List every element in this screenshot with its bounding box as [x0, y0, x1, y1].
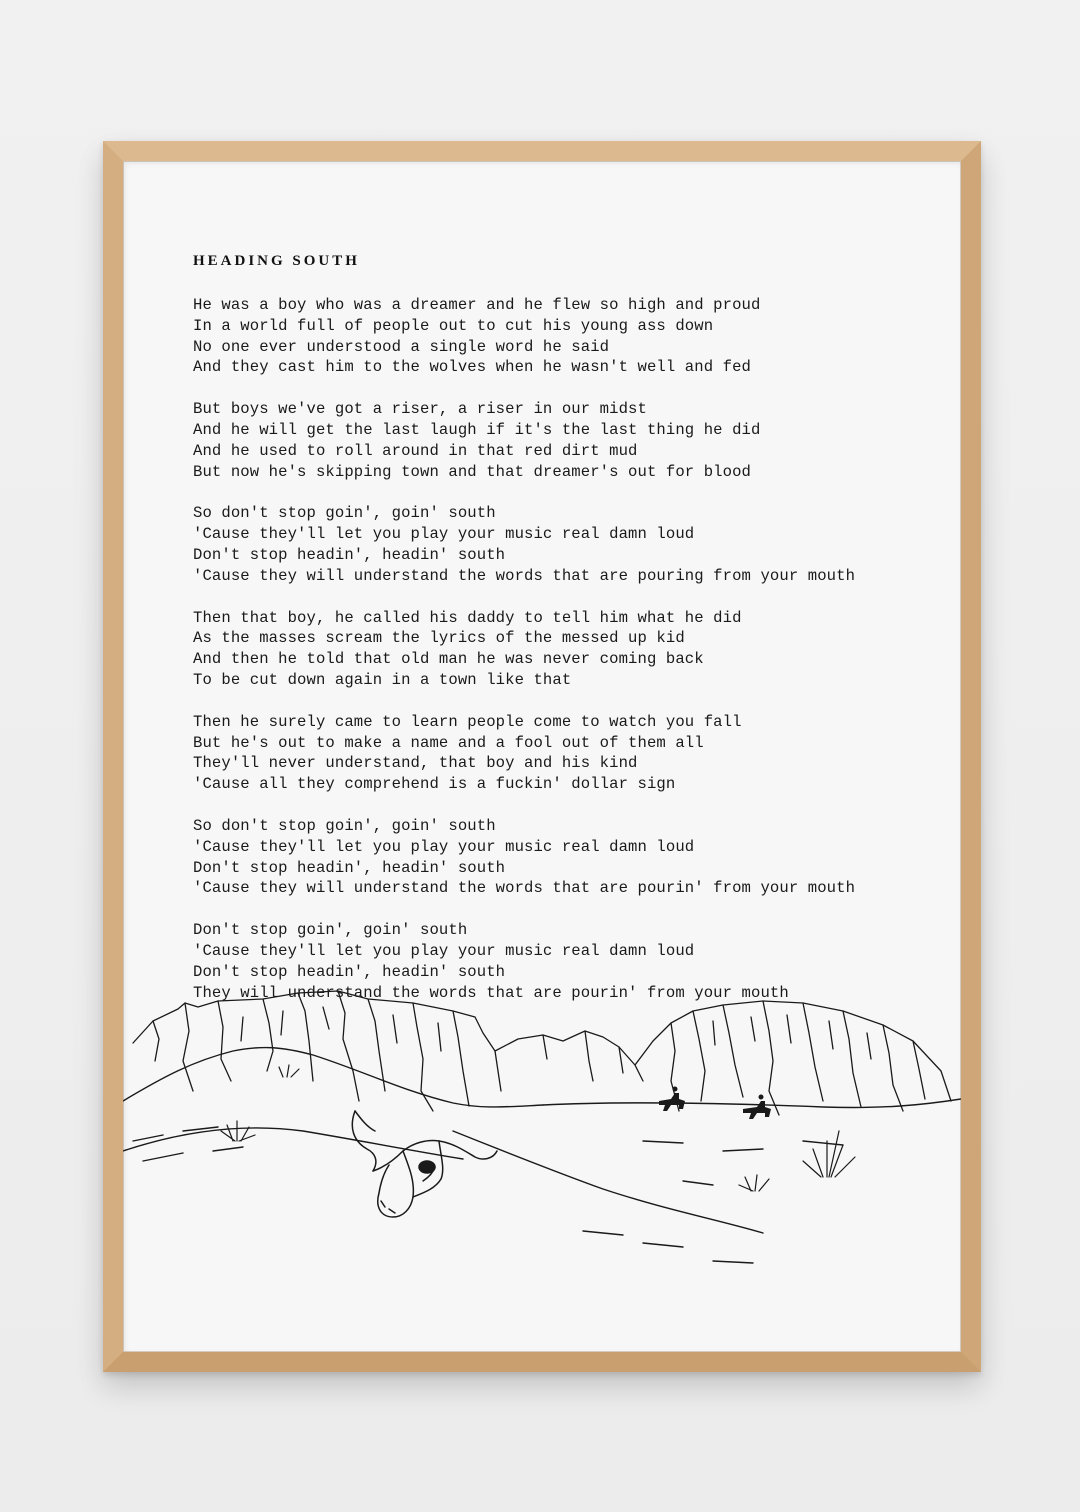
stanza — [193, 712, 933, 795]
lyric-line: They'll never understand, that boy and his kind — [193, 754, 638, 773]
poster-title: HEADING SOUTH — [193, 253, 360, 269]
lyric-line: Then that boy, he called his daddy to tell him what he did — [193, 608, 742, 627]
lyric-line: He was a boy who was a dreamer and he flew so high and proud — [193, 296, 761, 314]
lyric-line: 'Cause they will understand the words that are pourin' from your mouth — [193, 879, 856, 898]
lyric-line: Don't stop goin', goin' south — [193, 921, 468, 940]
stanza — [193, 503, 933, 586]
horse-rider-icon — [659, 1087, 771, 1120]
lyric-line: No one ever understood a single word he said — [193, 337, 610, 356]
lyric-line: To be cut down again in a town like that — [193, 670, 572, 689]
lyric-line: Then he surely came to learn people come to watch you fall — [193, 712, 742, 731]
cow-skull-icon — [352, 1111, 497, 1217]
poster-print — [123, 161, 961, 1352]
lyric-line: 'Cause all they comprehend is a fuckin' dollar sign — [193, 775, 676, 794]
lyric-line: They will understand the words that are pourin' from your mouth — [193, 983, 789, 1002]
lyric-line: So don't stop goin', goin' south — [193, 504, 496, 523]
mesa-cliffs-icon — [133, 991, 951, 1115]
stanza — [193, 816, 933, 899]
desert-landscape-icon — [123, 981, 961, 1281]
lyric-line: And they cast him to the wolves when he wasn't well and fed — [193, 358, 752, 377]
lyric-line: Don't stop headin', headin' south — [193, 962, 506, 981]
lyric-line: 'Cause they will understand the words that are pouring from your mouth — [193, 566, 856, 585]
stanza — [193, 399, 933, 482]
lyric-line: Don't stop headin', headin' south — [193, 858, 506, 877]
stanza — [193, 608, 933, 691]
lyric-line: So don't stop goin', goin' south — [193, 816, 496, 835]
lyrics-block — [193, 295, 933, 1024]
lyric-line: And he will get the last laugh if it's the last thing he did — [193, 420, 761, 439]
lyric-line: And then he told that old man he was never coming back — [193, 650, 704, 669]
lyric-line: But now he's skipping town and that dreamer's out for blood — [193, 462, 752, 481]
lyric-line: 'Cause they'll let you play your music real damn loud — [193, 941, 695, 960]
lyric-line: 'Cause they'll let you play your music real damn loud — [193, 525, 695, 544]
desert-ground-icon — [123, 1048, 961, 1263]
stanza — [193, 295, 933, 378]
lyric-line: In a world full of people out to cut his young ass down — [193, 316, 714, 335]
lyric-line: But boys we've got a riser, a riser in our midst — [193, 400, 647, 419]
agave-plant-icon — [221, 1065, 855, 1191]
wooden-frame — [103, 141, 981, 1372]
lyric-line: But he's out to make a name and a fool out of them all — [193, 733, 704, 752]
lyric-line: As the masses scream the lyrics of the messed up kid — [193, 629, 685, 648]
lyric-line: Don't stop headin', headin' south — [193, 545, 506, 564]
lyric-line: 'Cause they'll let you play your music real damn loud — [193, 837, 695, 856]
lyric-line: And he used to roll around in that red dirt mud — [193, 441, 638, 460]
